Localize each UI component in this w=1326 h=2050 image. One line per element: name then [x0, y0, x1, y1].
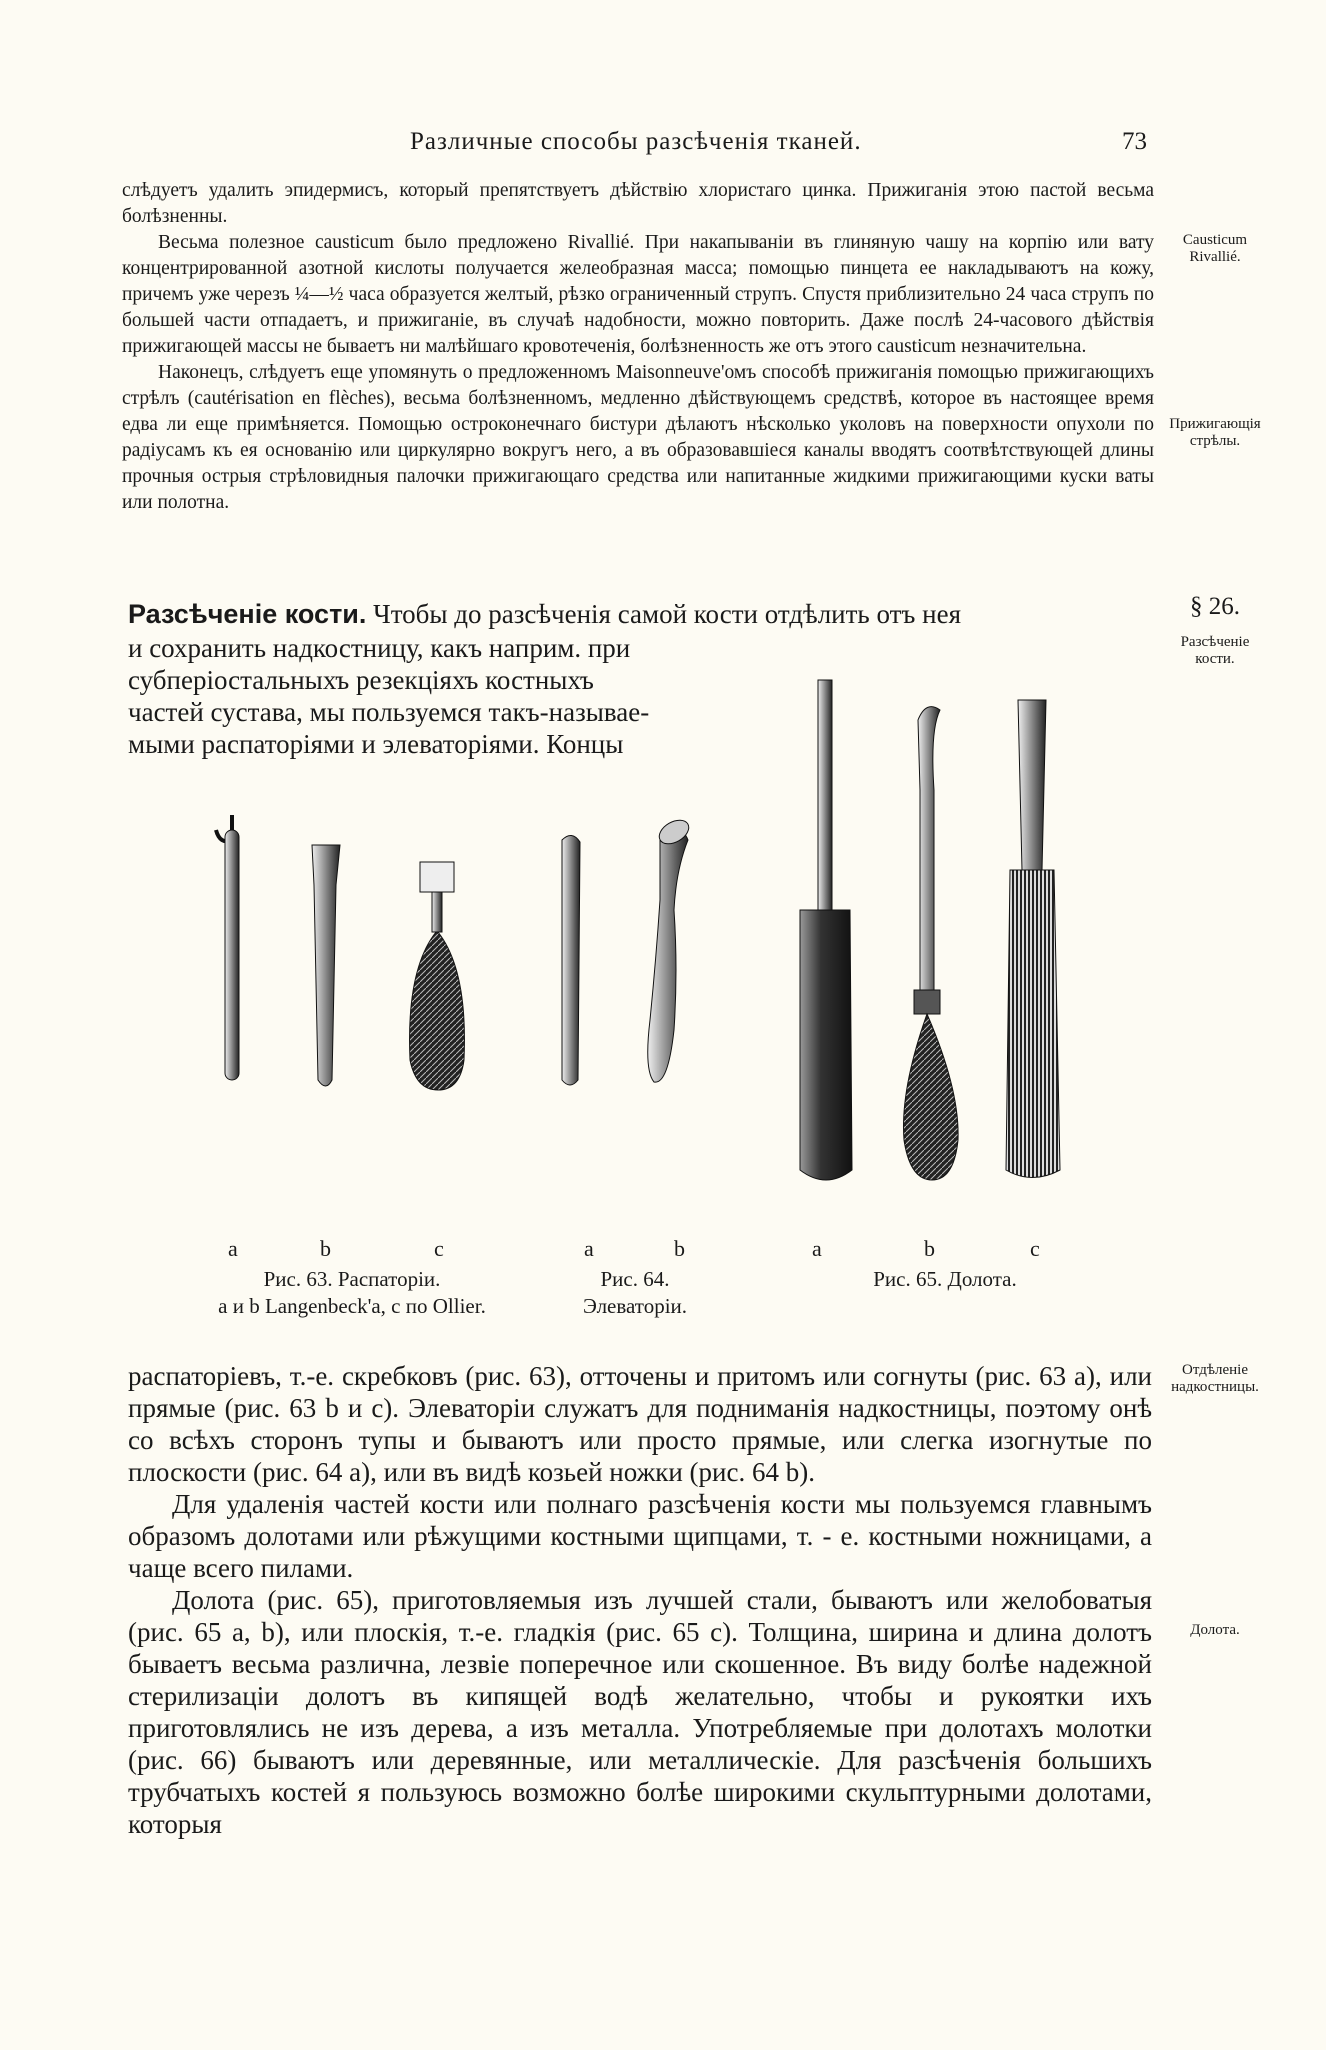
paragraph: распаторіевъ, т.-е. скребковъ (рис. 63), отточены и притомъ или согнуты (рис. 63 a), или прямые (рис. 63 b и c). Элеваторіи служатъ для поднимaнія надкостницы, поэтому онѣ со всѣхъ сторонъ тупы и бываютъ или просто прямые, или слегка изогнутые по плоскости (рис. 64 a), или въ видѣ козьей ножки (рис. 64 b).: [128, 1361, 1152, 1487]
bottom-text-block: [128, 1360, 1152, 1840]
figure-letter: a: [584, 1236, 594, 1261]
margin-note-arrows: Прижигающія стрѣлы.: [1169, 416, 1261, 449]
caption-line: Элеваторіи.: [582, 1294, 688, 1318]
paragraph: Весьма полезное causticum было предложено Rivallié. При накапываніи въ глиняную чашу на корпію или вату концентрированной азотной кислоты получается желеобразная масса; помощью пинцета ее накладываютъ на кожу, причемъ уже черезъ ¼—½ часа образуется желтый, рѣзко ограниченный струпъ. Спустя приблизительно 24 часа струпъ по большей части отпадаетъ, и прижиганіе, въ случаѣ надобности, можно повторить. Даже послѣ 24-часового дѣйствія прижигающей массы не бываетъ ни малѣйшаго кровотеченія, болѣзненность же отъ этого causticum незначительна.: [122, 232, 1154, 357]
section-heading: Разсѣченіе кости.: [128, 599, 367, 629]
raspatory-a: [216, 815, 239, 1080]
section-line: частей сустава, мы пользуемся такъ-называе-: [128, 697, 650, 727]
figure-letter: b: [320, 1236, 331, 1261]
elevator-b: [648, 815, 693, 1082]
figure-letter: b: [924, 1236, 935, 1261]
section-first-line: [128, 598, 1152, 630]
section-line: субперіостальныхъ резекціяхъ костныхъ: [128, 665, 594, 695]
section-number: § 26.: [1190, 593, 1240, 620]
section-line: и сохранить надкостницу, какъ наприм. при: [128, 633, 631, 663]
page-number: 73: [1122, 128, 1147, 155]
caption-line: a и b Langenbeck'a, c по Ollier.: [218, 1294, 486, 1318]
fig63-caption: [152, 1266, 552, 1320]
paragraph: слѣдуетъ удалить эпидермисъ, который препятствуетъ дѣйствію хлористаго цинка. Прижиганія этою пастой весьма болѣзненны.: [122, 180, 1154, 227]
margin-note-bone: Разсѣченіе кости.: [1180, 634, 1250, 667]
section-line: мыми распаторіями и элеваторіями. Концы: [128, 729, 624, 759]
running-head: Различные способы разсѣченія тканей.: [410, 128, 862, 155]
caption-line: Рис. 63. Распаторіи.: [263, 1267, 441, 1291]
figure-letter: b: [674, 1236, 685, 1261]
margin-note-periosteum: Отдѣленіе надкостницы.: [1171, 1362, 1259, 1395]
paragraph: Для удаленія частей кости или полнаго разсѣченія кости мы пользуемся главнымъ образомъ долотами или рѣжущими костными щипцами, т. - е. костными ножницами, а чаще всего пилами.: [128, 1489, 1152, 1583]
section-line: Чтобы до разсѣченія самой кости отдѣлить отъ нея: [373, 599, 961, 629]
instruments-illustration: [180, 670, 1080, 1230]
figure-letter: a: [812, 1236, 822, 1261]
chisel-a: [800, 680, 852, 1180]
fig64-caption: [560, 1266, 710, 1320]
chisel-c: [1006, 700, 1060, 1178]
raspatory-c: [410, 862, 465, 1090]
figure-letter: c: [1030, 1236, 1040, 1261]
fig65-caption: [830, 1266, 1060, 1293]
caption-line: Рис. 65. Долота.: [873, 1267, 1017, 1291]
elevator-a: [562, 835, 580, 1085]
paragraph: Долота (рис. 65), приготовляемыя изъ лучшей стали, бываютъ или желобоватыя (рис. 65 a, b), или плоскія, т.-е. гладкія (рис. 65 c). Толщина, ширина и длина долотъ бываетъ весьма различна, лезвіе поперечное или скошенное. Въ виду болѣе надежной стерилизаціи долотъ въ кипящей водѣ желательно, чтобы и рукоятки ихъ приготовлялись не изъ дерева, а изъ металла. Употребляемые при долотахъ молотки (рис. 66) бываютъ или деревянные, или металлическіе. Для разсѣченія большихъ трубчатыхъ костей я пользуюсь возможно болѣе широкими скульптурными долотами, которыя: [128, 1585, 1152, 1839]
caption-line: Рис. 64.: [600, 1267, 670, 1291]
figure-letter: c: [434, 1236, 444, 1261]
margin-note-causticum: Causticum Rivallié.: [1182, 232, 1248, 265]
top-text-block: [122, 178, 1154, 516]
paragraph: Наконецъ, слѣдуетъ еще упомянуть о предложенномъ Maisonneuve'омъ способѣ прижиганія помощью прижигающихъ стрѣлъ (cautérisation en flèches), весьма болѣзненномъ, медленно дѣйствующемъ средствѣ, которое въ настоящее время едва ли еще примѣняется. Помощью остроконечнаго бистури дѣлаютъ нѣсколько уколовъ на поверхности опухоли по радіусамъ къ ея основанію или циркулярно вокругъ него, а въ образовавшіеся каналы вводятъ соотвѣтствующей длины прочныя острыя стрѣловидныя палочки прижигающаго средства или напитанные жидкими прижигающими куски ваты или полотна.: [122, 362, 1154, 513]
chisel-b: [903, 707, 958, 1180]
margin-note-chisels: Долота.: [1190, 1622, 1240, 1638]
raspatory-b: [312, 845, 340, 1086]
figure-letter: a: [228, 1236, 238, 1261]
